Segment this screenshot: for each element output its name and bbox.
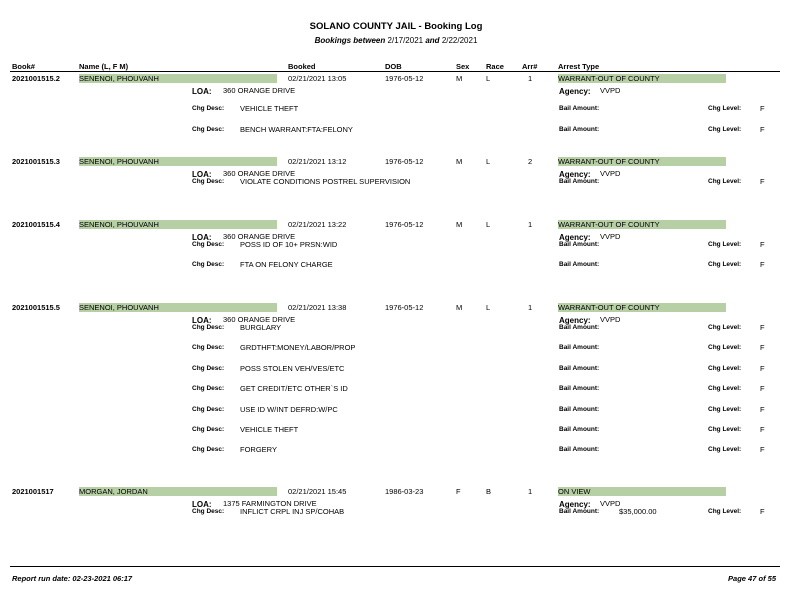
charge-description: USE ID W/INT DEFRD:W/PC [240,404,338,414]
race: L [486,303,491,312]
booked-datetime: 02/21/2021 13:12 [288,157,347,166]
charge-level: F [760,404,765,414]
agency-label: Agency: [559,170,591,179]
bail-amount-label: Bail Amount: [559,261,600,269]
chg-desc-label: Chg Desc: [192,178,225,185]
chg-level-label: Chg Level: [708,405,742,413]
chg-desc-label: Chg Desc: [192,405,225,413]
bail-amount-label: Bail Amount: [559,324,600,331]
header-rule [10,71,780,72]
chg-level-label: Chg Level: [708,178,742,185]
chg-desc-label: Chg Desc: [192,105,225,113]
chg-level-label: Chg Level: [708,105,742,113]
arrest-number: 1 [528,74,533,83]
charge-description: BENCH WARRANT:FTA:FELONY [240,124,353,134]
agency-value: VVPD [600,169,621,178]
inmate-name: SENENOI, PHOUVANH [79,220,277,229]
sex: M [456,157,463,166]
column-header-arr: Arr# [522,62,538,71]
race: B [486,487,492,496]
loa-value: 360 ORANGE DRIVE [223,169,296,178]
inmate-name: MORGAN, JORDAN [79,487,277,496]
chg-level-label: Chg Level: [708,364,742,372]
chg-level-label: Chg Level: [708,241,742,248]
charge-description: FORGERY [240,445,277,455]
chg-level-label: Chg Level: [708,324,742,331]
agency-value: VVPD [600,499,621,508]
chg-level-label: Chg Level: [708,125,742,133]
chg-level-label: Chg Level: [708,508,742,515]
bail-amount-label: Bail Amount: [559,385,600,393]
chg-desc-label: Chg Desc: [192,364,225,372]
chg-desc-label: Chg Desc: [192,344,225,352]
bail-amount: $35,000.00 [619,507,657,516]
chg-level-label: Chg Level: [708,385,742,393]
charge-level: F [760,177,765,186]
loa-label: LOA: [192,316,212,325]
agency-label: Agency: [559,233,591,242]
arrest-number: 1 [528,303,533,312]
charge-description: GRDTHFT:MONEY/LABOR/PROP [240,343,356,353]
loa-value: 360 ORANGE DRIVE [223,86,296,95]
loa-value: 360 ORANGE DRIVE [223,315,296,324]
race: L [486,157,491,166]
charge-level: F [760,260,765,270]
subtitle-and: and [425,36,440,45]
charge-description: POSS ID OF 10+ PRSN:WID [240,240,338,249]
page-number: Page 47 of 55 [728,574,776,583]
loa-label: LOA: [192,233,212,242]
agency-label: Agency: [559,316,591,325]
sex: M [456,74,463,83]
loa-label: LOA: [192,170,212,179]
loa-label: LOA: [192,500,212,509]
chg-level-label: Chg Level: [708,446,742,454]
chg-desc-label: Chg Desc: [192,241,225,248]
arrest-type: WARRANT-OUT OF COUNTY [558,220,726,229]
arrest-type: ON VIEW [558,487,726,496]
bail-amount-label: Bail Amount: [559,426,600,433]
charge-description: VIOLATE CONDITIONS POSTREL SUPERVISION [240,177,411,186]
inmate-name: SENENOI, PHOUVANH [79,303,277,312]
bail-amount-label: Bail Amount: [559,344,600,352]
report-subtitle [0,36,792,45]
booked-datetime: 02/21/2021 15:45 [288,487,347,496]
booked-datetime: 02/21/2021 13:05 [288,74,347,83]
chg-desc-label: Chg Desc: [192,446,225,454]
charge-description: BURGLARY [240,323,282,332]
book-number: 2021001515.5 [12,303,60,312]
column-header-sex: Sex [456,62,470,71]
loa-value: 360 ORANGE DRIVE [223,232,296,241]
charge-level: F [760,384,765,394]
charge-level: F [760,363,765,373]
charge-description: INFLICT CRPL INJ SP/COHAB [240,507,345,516]
end-date: 2/22/2021 [441,36,478,45]
dob: 1976-05-12 [385,157,424,166]
charge-level: F [760,343,765,353]
bail-amount-label: Bail Amount: [559,125,600,133]
start-date: 2/17/2021 [387,36,424,45]
report-title: SOLANO COUNTY JAIL - Booking Log [309,21,483,32]
sex: M [456,303,463,312]
charge-level: F [760,323,765,332]
inmate-name: SENENOI, PHOUVANH [79,74,277,83]
charge-level: F [760,240,765,249]
bail-amount-label: Bail Amount: [559,405,600,413]
charge-description: POSS STOLEN VEH/VES/ETC [240,363,345,373]
chg-level-label: Chg Level: [708,426,742,433]
column-header-race: Race [486,62,504,71]
booked-datetime: 02/21/2021 13:22 [288,220,347,229]
arrest-number: 2 [528,157,533,166]
chg-level-label: Chg Level: [708,344,742,352]
dob: 1976-05-12 [385,74,424,83]
sex: F [456,487,461,496]
loa-label: LOA: [192,87,212,96]
agency-label: Agency: [559,500,591,509]
agency-value: VVPD [600,315,621,324]
loa-value: 1375 FARMINGTON DRIVE [223,499,317,508]
chg-level-label: Chg Level: [708,261,742,269]
bail-amount-label: Bail Amount: [559,241,600,248]
chg-desc-label: Chg Desc: [192,324,225,331]
book-number: 2021001517 [12,487,54,496]
charge-description: VEHICLE THEFT [240,104,299,114]
charge-level: F [760,507,765,516]
booked-datetime: 02/21/2021 13:38 [288,303,347,312]
bail-amount-label: Bail Amount: [559,446,600,454]
bail-amount-label: Bail Amount: [559,508,600,515]
charge-level: F [760,425,765,434]
footer-rule [10,566,780,567]
book-number: 2021001515.2 [12,74,60,83]
agency-value: VVPD [600,86,621,95]
arrest-type: WARRANT-OUT OF COUNTY [558,74,726,83]
race: L [486,220,491,229]
subtitle-prefix: Bookings between [314,36,386,45]
column-header-name: Name (L, F M) [79,62,129,71]
column-header-booked: Booked [288,62,316,71]
chg-desc-label: Chg Desc: [192,426,225,433]
bail-amount-label: Bail Amount: [559,105,600,113]
arrest-type: WARRANT-OUT OF COUNTY [558,303,726,312]
agency-value: VVPD [600,232,621,241]
inmate-name: SENENOI, PHOUVANH [79,157,277,166]
arrest-number: 1 [528,487,533,496]
dob: 1976-05-12 [385,303,424,312]
charge-description: VEHICLE THEFT [240,425,299,434]
column-header-dob: DOB [385,62,402,71]
dob: 1976-05-12 [385,220,424,229]
charge-level: F [760,104,765,114]
chg-desc-label: Chg Desc: [192,385,225,393]
column-header-arrest-type: Arrest Type [558,62,600,71]
dob: 1986-03-23 [385,487,424,496]
bail-amount-label: Bail Amount: [559,364,600,372]
report-run-date: Report run date: 02-23-2021 06:17 [12,574,133,583]
charge-level: F [760,445,765,455]
agency-label: Agency: [559,87,591,96]
book-number: 2021001515.4 [12,220,60,229]
bail-amount-label: Bail Amount: [559,178,600,185]
charge-description: GET CREDIT/ETC OTHER`S ID [240,384,348,394]
charge-description: FTA ON FELONY CHARGE [240,260,333,270]
chg-desc-label: Chg Desc: [192,261,225,269]
arrest-number: 1 [528,220,533,229]
sex: M [456,220,463,229]
race: L [486,74,491,83]
arrest-type: WARRANT-OUT OF COUNTY [558,157,726,166]
column-header-book: Book# [12,62,35,71]
charge-level: F [760,124,765,134]
book-number: 2021001515.3 [12,157,60,166]
chg-desc-label: Chg Desc: [192,125,225,133]
chg-desc-label: Chg Desc: [192,508,225,515]
